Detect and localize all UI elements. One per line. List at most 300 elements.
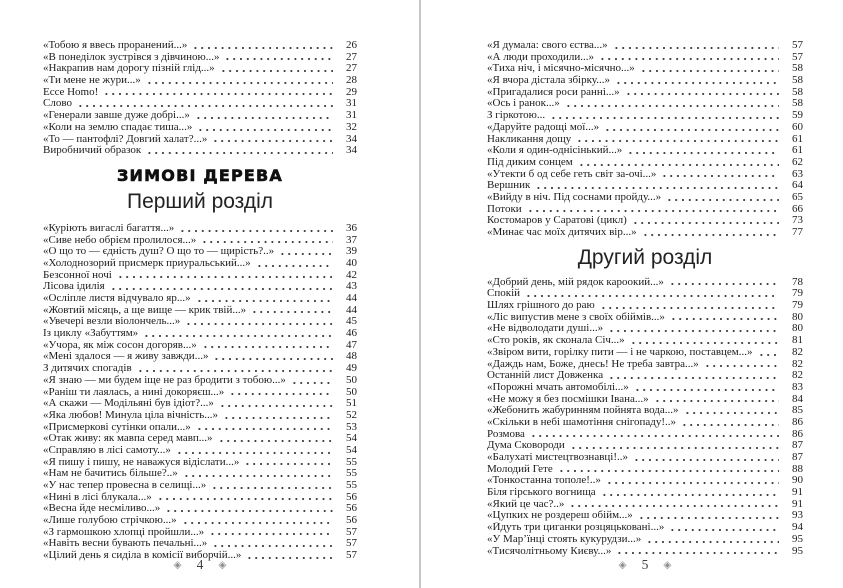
toc-entry-title: Спокій xyxy=(487,288,521,300)
toc-entry xyxy=(487,52,803,64)
toc-entry-title: «Звіром вити, горілку пити — і не чаркою, поставцем...» xyxy=(487,346,753,358)
dot-leader xyxy=(646,540,779,544)
toc-entry-title: «Сиве небо обрієм пролилося...» xyxy=(43,234,197,246)
toc-entry-page: 55 xyxy=(346,467,357,480)
dot-leader xyxy=(165,509,333,513)
toc-entry-page: 31 xyxy=(346,97,357,110)
toc-entry-title: «Добрий день, мій рядок кароокий...» xyxy=(487,276,664,288)
toc-entry-page: 56 xyxy=(346,490,357,503)
dot-leader xyxy=(213,357,333,361)
toc-entry xyxy=(43,538,357,550)
toc-entry xyxy=(487,215,803,227)
toc-entry-title: «В понеділок зустрівся з дівчиною...» xyxy=(43,51,220,63)
toc-entry-page: 58 xyxy=(792,62,803,75)
toc-entry xyxy=(487,204,803,216)
dot-leader xyxy=(630,341,779,345)
toc-entry-page: 80 xyxy=(792,322,803,335)
toc-entry-title: Накликання дощу xyxy=(487,133,572,145)
section-title-first: Перший розділ xyxy=(126,189,274,213)
toc-entry xyxy=(487,323,803,335)
dot-leader xyxy=(211,486,333,490)
toc-entry xyxy=(43,223,357,235)
toc-entry xyxy=(487,464,803,476)
toc-entry-title: «Я пишу і пишу, не наважуся відіслати...» xyxy=(43,456,240,468)
toc-entry xyxy=(43,293,357,305)
toc-entry-title: Під диким сонцем xyxy=(487,156,573,168)
toc-entry-title: «Осліпле листя відчувало яр...» xyxy=(43,293,191,304)
toc-entry-title: «О що то — єдність душ? О що то — щирість?..» xyxy=(43,246,275,258)
toc-entry xyxy=(43,75,357,87)
toc-entry-title: «Весна йде несміливо...» xyxy=(43,503,161,515)
folio-page-number: 4 xyxy=(196,557,204,572)
toc-entry-page: 52 xyxy=(346,408,357,421)
toc-entry-title: «Раніш ти лаялась, а нині докоряєш...» xyxy=(43,386,225,398)
toc-entry-page: 90 xyxy=(792,474,803,487)
toc-entry xyxy=(487,312,803,324)
toc-entry-page: 64 xyxy=(792,179,803,192)
toc-entry-page: 54 xyxy=(346,443,357,456)
toc-entry xyxy=(487,227,803,239)
dot-leader xyxy=(527,209,779,213)
toc-entry xyxy=(43,235,357,247)
toc-entry xyxy=(487,180,803,192)
toc-list-first-section xyxy=(43,223,357,562)
dot-leader xyxy=(209,532,333,536)
dot-leader xyxy=(654,399,779,403)
toc-entry xyxy=(487,417,803,429)
toc-entry xyxy=(43,87,357,99)
toc-entry xyxy=(487,522,803,534)
toc-entry-title: З гіркотою... xyxy=(487,110,546,122)
toc-entry-page: 44 xyxy=(346,292,357,304)
toc-entry-page: 82 xyxy=(792,357,803,370)
toc-entry-page: 79 xyxy=(792,287,803,300)
toc-entry xyxy=(487,499,803,511)
dot-leader xyxy=(608,376,779,380)
toc-entry-title: Молодий Гете xyxy=(487,463,553,475)
toc-entry-page: 60 xyxy=(792,120,803,133)
toc-entry xyxy=(43,363,357,375)
dot-leader xyxy=(633,458,779,462)
toc-entry-page: 29 xyxy=(346,85,357,98)
toc-entry xyxy=(43,40,357,52)
toc-entry-title: «Балухаті мистецтвознавці!..» xyxy=(487,452,628,463)
diamond-ornament-icon: ◈ xyxy=(663,559,672,571)
toc-list-second-section xyxy=(487,277,803,558)
toc-entry-page: 95 xyxy=(792,532,803,545)
toc-entry xyxy=(43,387,357,399)
toc-entry-title: «Тиха ніч, і місячно-місячно...» xyxy=(487,63,635,75)
toc-entry-title: «Ліс випустив мене з своїх обіймів...» xyxy=(487,311,665,323)
toc-entry xyxy=(43,340,357,352)
toc-entry-page: 53 xyxy=(346,420,357,433)
toc-entry xyxy=(487,40,803,52)
dot-leader xyxy=(758,353,779,357)
toc-entry xyxy=(487,288,803,300)
toc-entry xyxy=(487,192,803,204)
dot-leader xyxy=(220,69,333,73)
toc-entry xyxy=(487,534,803,546)
diamond-ornament-icon: ◈ xyxy=(618,559,627,571)
dot-leader xyxy=(669,528,779,532)
dot-leader xyxy=(627,151,779,155)
toc-entry-page: 37 xyxy=(346,233,357,246)
dot-leader xyxy=(530,434,779,438)
toc-entry-title: «Не можу я без посмішки Івана...» xyxy=(487,393,649,405)
section-title-second: Другий розділ xyxy=(577,245,713,269)
toc-entry xyxy=(43,98,357,110)
dot-leader xyxy=(110,287,333,291)
dot-leader xyxy=(558,469,779,473)
toc-entry-title: «Лише голубою стрічкою...» xyxy=(43,515,177,527)
toc-entry-page: 66 xyxy=(792,202,803,215)
dot-leader xyxy=(535,186,779,190)
toc-entry-title: Із циклу «Забуттям» xyxy=(43,328,139,340)
toc-entry xyxy=(43,503,357,515)
toc-entry-title: Розмова xyxy=(487,428,525,440)
toc-entry xyxy=(43,134,357,146)
dot-leader xyxy=(196,299,333,303)
dot-leader xyxy=(640,69,779,73)
toc-entry-page: 42 xyxy=(346,268,357,281)
toc-entry xyxy=(43,110,357,122)
toc-entry-title: «Тисячолітньому Києву...» xyxy=(487,545,612,557)
toc-entry-page: 45 xyxy=(346,315,357,328)
dot-leader xyxy=(525,294,779,298)
toc-entry-page: 55 xyxy=(346,455,357,468)
dot-leader xyxy=(576,139,779,143)
toc-entry xyxy=(487,347,803,359)
toc-entry-title: «Увечері везли віолончель...» xyxy=(43,316,181,328)
toc-entry-page: 56 xyxy=(346,502,357,515)
toc-entry-title: «Сто років, як сконала Січ...» xyxy=(487,335,625,347)
toc-entry xyxy=(43,515,357,527)
toc-entry-page: 84 xyxy=(792,392,803,405)
toc-entry-title: З дитячих спогадів xyxy=(43,363,132,375)
toc-entry xyxy=(487,429,803,441)
dot-leader xyxy=(197,128,333,132)
toc-entry-title: Потоки xyxy=(487,203,522,215)
toc-entry-title: «Порожні мчать автомобілі...» xyxy=(487,381,629,393)
toc-entry-page: 57 xyxy=(346,549,357,562)
dot-leader xyxy=(117,275,333,279)
toc-entry xyxy=(487,110,803,122)
dot-leader xyxy=(224,57,333,61)
toc-entry-title: «У Мар’їнці стоять кукурудзи...» xyxy=(487,533,642,545)
toc-entry xyxy=(43,422,357,434)
dot-leader xyxy=(684,411,779,415)
dot-leader xyxy=(256,264,333,268)
dot-leader xyxy=(608,329,779,333)
toc-entry-title: «Яка любов! Минула ціла вічність...» xyxy=(43,409,218,421)
toc-entry xyxy=(487,452,803,464)
dot-leader xyxy=(77,104,333,108)
dot-leader xyxy=(218,439,333,443)
toc-entry xyxy=(487,382,803,394)
folio-page-number: 5 xyxy=(641,557,649,572)
toc-entry-title: «Цупких не роздереш обійм...» xyxy=(487,510,633,522)
dot-leader xyxy=(185,322,333,326)
dot-leader xyxy=(183,474,333,478)
toc-entry-page: 50 xyxy=(346,373,357,386)
dot-leader xyxy=(291,381,333,385)
toc-entry xyxy=(487,394,803,406)
toc-entry xyxy=(487,157,803,169)
toc-entry-page: 51 xyxy=(346,397,357,410)
toc-entry-page: 91 xyxy=(792,486,803,499)
toc-entry xyxy=(43,145,357,157)
toc-entry-title: Костомаров у Саратові (цикл) xyxy=(487,215,627,227)
toc-entry-title: «То — пантофлі? Довгий халат?...» xyxy=(43,133,208,145)
dot-leader xyxy=(615,81,779,85)
dot-leader xyxy=(681,423,779,427)
toc-entry-title: «Йдуть три циганки розцяцьковані...» xyxy=(487,522,665,534)
toc-entry-page: 34 xyxy=(346,132,357,145)
dot-leader xyxy=(625,92,779,96)
dot-leader xyxy=(182,521,333,525)
toc-entry-page: 49 xyxy=(346,362,357,375)
dot-leader xyxy=(550,116,779,120)
toc-entry xyxy=(43,433,357,445)
dot-leader xyxy=(223,416,333,420)
toc-entry-page: 63 xyxy=(792,167,803,180)
toc-entry-title: «Справляю в лісі самоту...» xyxy=(43,444,171,456)
toc-entry-title: «Вийду в ніч. Під соснами пройду...» xyxy=(487,191,662,203)
dot-leader xyxy=(606,481,779,485)
dot-leader xyxy=(157,497,333,501)
toc-entry-title: «Даждь нам, Боже, днесь! Не треба завтра...» xyxy=(487,358,699,370)
toc-entry xyxy=(487,122,803,134)
toc-entry-page: 44 xyxy=(346,303,357,316)
toc-entry xyxy=(43,375,357,387)
dot-leader xyxy=(704,364,779,368)
toc-entry xyxy=(487,359,803,371)
page-footer-left xyxy=(43,557,357,573)
toc-entry-page: 27 xyxy=(346,62,357,75)
dot-leader xyxy=(604,128,779,132)
toc-entry-page: 28 xyxy=(346,74,357,87)
toc-entry-title: «Жовтий місяць, а ще вище — крик твій...» xyxy=(43,304,247,316)
toc-entry xyxy=(43,328,357,340)
dot-leader xyxy=(195,116,333,120)
toc-entry xyxy=(43,122,357,134)
dot-leader xyxy=(642,233,779,237)
toc-entry xyxy=(43,63,357,75)
toc-entry-page: 57 xyxy=(792,39,803,51)
dot-leader xyxy=(638,516,779,520)
dot-leader xyxy=(632,221,779,225)
toc-entry xyxy=(487,63,803,75)
toc-entry-page: 32 xyxy=(346,120,357,133)
dot-leader xyxy=(212,544,333,548)
dot-leader xyxy=(229,392,333,396)
toc-entry-page: 78 xyxy=(792,275,803,288)
toc-entry-page: 57 xyxy=(346,537,357,550)
dot-leader xyxy=(176,451,333,455)
toc-entry-page: 87 xyxy=(792,439,803,452)
toc-entry-title: «А скажи — Модільяні був ідіот?...» xyxy=(43,398,214,410)
toc-entry xyxy=(487,440,803,452)
toc-entry-title: «Цілий день я сиділа в комісії виборчій...» xyxy=(43,550,242,562)
toc-entry-page: 61 xyxy=(792,132,803,145)
toc-entry-page: 86 xyxy=(792,415,803,428)
toc-entry-page: 73 xyxy=(792,214,803,227)
toc-entry-title: Ecce Homo! xyxy=(43,86,99,98)
toc-entry-page: 91 xyxy=(792,497,803,510)
toc-entry-title: «У нас тепер провесна в селищі...» xyxy=(43,480,207,491)
dot-leader xyxy=(578,163,779,167)
toc-entry xyxy=(43,270,357,282)
toc-entry-page: 88 xyxy=(792,462,803,475)
toc-entry-title: «Скільки в небі шамотіння снігопаду!..» xyxy=(487,416,677,428)
toc-entry-title: «Навіть весни бувають печальні...» xyxy=(43,538,208,550)
toc-entry xyxy=(487,370,803,382)
toc-entry-title: Слово xyxy=(43,98,72,110)
toc-entry-title: Безсонної ночі xyxy=(43,269,112,281)
toc-entry xyxy=(487,475,803,487)
toc-entry-page: 85 xyxy=(792,404,803,417)
toc-entry-title: «Жебонить жабуринням пойнята вода...» xyxy=(487,405,679,417)
toc-entry-page: 95 xyxy=(792,544,803,557)
toc-page-right xyxy=(487,40,803,588)
toc-entry-title: «Утекти б од себе геть світ за-очі...» xyxy=(487,168,657,180)
toc-entry-title: «Тонкостанна тополе!..» xyxy=(487,475,601,487)
toc-entry xyxy=(487,75,803,87)
toc-entry xyxy=(43,445,357,457)
page-footer-right xyxy=(487,557,803,573)
dot-leader xyxy=(616,551,779,555)
toc-entry xyxy=(43,281,357,293)
dot-leader xyxy=(103,92,333,96)
toc-entry-page: 83 xyxy=(792,380,803,393)
toc-entry-page: 50 xyxy=(346,385,357,398)
toc-entry-page: 82 xyxy=(792,345,803,358)
toc-entry-page: 56 xyxy=(346,514,357,527)
toc-entry xyxy=(43,316,357,328)
toc-entry-title: «Присмеркові сутінки опали...» xyxy=(43,421,191,433)
toc-entry xyxy=(487,510,803,522)
dot-leader xyxy=(202,345,333,349)
toc-entry xyxy=(43,246,357,258)
toc-entry-page: 43 xyxy=(346,280,357,293)
toc-page-left xyxy=(43,40,357,588)
dot-leader xyxy=(201,240,333,244)
toc-entry-page: 47 xyxy=(346,338,357,351)
dot-leader xyxy=(613,46,779,50)
toc-list-continuation-left xyxy=(43,40,357,157)
dot-leader xyxy=(279,252,333,256)
toc-entry-page: 86 xyxy=(792,427,803,440)
toc-entry-page: 93 xyxy=(792,509,803,522)
toc-entry xyxy=(487,87,803,99)
toc-entry-page: 61 xyxy=(792,144,803,157)
dot-leader xyxy=(599,57,779,61)
toc-entry xyxy=(43,398,357,410)
toc-entry-title: «Ти мене не жури...» xyxy=(43,75,141,87)
toc-entry-title: «Не відволодати душі...» xyxy=(487,323,604,335)
dot-leader xyxy=(192,46,333,50)
toc-entry-page: 26 xyxy=(346,39,357,51)
toc-entry xyxy=(43,410,357,422)
toc-entry-page: 36 xyxy=(346,221,357,234)
toc-entry-title: «Мені здалося — я живу завжди...» xyxy=(43,351,209,363)
toc-entry xyxy=(43,258,357,270)
part-title: ЗИМОВІ ДЕРЕВА xyxy=(116,165,283,185)
toc-entry-page: 57 xyxy=(346,525,357,538)
toc-entry-page: 58 xyxy=(792,74,803,87)
toc-entry-page: 40 xyxy=(346,256,357,269)
toc-entry xyxy=(43,468,357,480)
toc-entry-title: «Отак живу: як мавпа серед мавп...» xyxy=(43,433,213,445)
dot-leader xyxy=(669,282,779,286)
toc-entry-page: 77 xyxy=(792,226,803,238)
toc-entry-title: «Нині в лісі блукала...» xyxy=(43,491,152,503)
toc-entry-title: «Куріють вигаслі багаття...» xyxy=(43,222,175,234)
toc-entry-page: 58 xyxy=(792,85,803,98)
toc-entry-page: 82 xyxy=(792,369,803,382)
toc-entry xyxy=(43,480,357,492)
toc-entry-title: «Я вчора дістала збірку...» xyxy=(487,75,610,87)
toc-list-continuation-right xyxy=(487,40,803,239)
toc-entry xyxy=(487,277,803,289)
toc-entry-page: 34 xyxy=(346,144,357,157)
dot-leader xyxy=(244,462,333,466)
toc-entry-title: Виробничий образок xyxy=(43,145,142,157)
toc-entry xyxy=(43,351,357,363)
toc-entry xyxy=(487,335,803,347)
dot-leader xyxy=(666,198,779,202)
dot-leader xyxy=(565,104,779,108)
toc-entry-page: 46 xyxy=(346,327,357,340)
toc-entry-page: 59 xyxy=(792,109,803,122)
toc-entry-page: 62 xyxy=(792,155,803,168)
dot-leader xyxy=(137,369,333,373)
toc-entry-title: «Холоднозорий присмерк приуральський...» xyxy=(43,257,251,269)
dot-leader xyxy=(219,404,333,408)
toc-entry xyxy=(487,134,803,146)
toc-entry-title: «Я знаю — ми будем іще не раз бродити з тобою...» xyxy=(43,374,286,386)
toc-entry-title: «Я думала: свого єства...» xyxy=(487,40,608,51)
dot-leader xyxy=(251,310,333,314)
toc-entry-page: 58 xyxy=(792,97,803,110)
dot-leader xyxy=(661,174,779,178)
toc-entry-title: «Коли я один-однісінький...» xyxy=(487,145,623,157)
toc-entry-page: 55 xyxy=(346,479,357,491)
dot-leader xyxy=(143,334,333,338)
toc-entry xyxy=(43,492,357,504)
dot-leader xyxy=(146,151,333,155)
toc-entry-page: 79 xyxy=(792,299,803,312)
toc-entry xyxy=(487,405,803,417)
toc-entry xyxy=(43,457,357,469)
dot-leader xyxy=(600,306,779,310)
toc-entry-page: 39 xyxy=(346,245,357,258)
toc-entry-page: 81 xyxy=(792,334,803,347)
toc-entry-page: 54 xyxy=(346,432,357,445)
toc-entry-title: Вершник xyxy=(487,180,531,192)
toc-entry-page: 65 xyxy=(792,190,803,203)
toc-entry-title: Біля гірського вогнища xyxy=(487,487,596,499)
diamond-ornament-icon: ◈ xyxy=(218,559,227,571)
toc-entry xyxy=(487,145,803,157)
toc-entry-title: «Тобою я ввесь проранений...» xyxy=(43,40,188,51)
toc-entry xyxy=(487,98,803,110)
toc-entry-title: «Учора, як між сосон догоряв...» xyxy=(43,339,197,351)
page-gutter-divider xyxy=(419,0,421,588)
diamond-ornament-icon: ◈ xyxy=(173,559,182,571)
toc-entry-title: Шлях грішного до раю xyxy=(487,300,595,312)
dot-leader xyxy=(212,139,333,143)
